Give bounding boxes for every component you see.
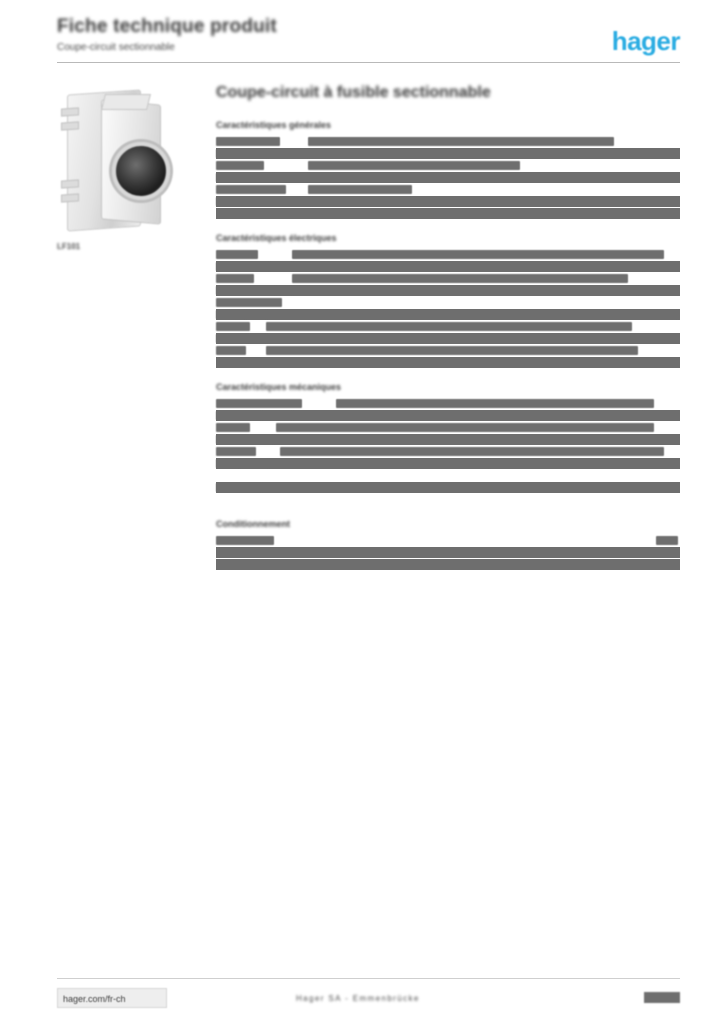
row-label xyxy=(216,173,274,182)
row-label xyxy=(216,197,312,206)
table-row xyxy=(216,482,680,493)
table-row xyxy=(216,446,680,457)
product-terminal xyxy=(101,94,151,110)
table-row xyxy=(216,422,680,433)
row-value xyxy=(292,274,628,283)
spec-blocks xyxy=(216,120,680,584)
row-label xyxy=(216,322,250,331)
footer-page-number xyxy=(644,992,680,1003)
table-row xyxy=(216,357,680,368)
row-value xyxy=(292,286,638,295)
table-row xyxy=(216,434,680,445)
table-row xyxy=(216,196,680,207)
row-value xyxy=(336,399,654,408)
table-row xyxy=(216,398,680,409)
row-label xyxy=(216,483,262,492)
table-row xyxy=(216,285,680,296)
table-row xyxy=(216,321,680,332)
document-header xyxy=(57,16,680,62)
row-value xyxy=(266,346,638,355)
row-value xyxy=(292,250,664,259)
table-row xyxy=(216,261,680,272)
table-row xyxy=(216,410,680,421)
spec-block-title: Caractéristiques générales xyxy=(216,120,332,130)
row-value xyxy=(308,185,412,194)
row-value xyxy=(308,149,576,158)
table-row xyxy=(216,172,680,183)
page-title: Fiche technique produit xyxy=(57,16,277,37)
table-row xyxy=(216,184,680,195)
row-value xyxy=(308,161,520,170)
table-row xyxy=(216,345,680,356)
row-value xyxy=(292,411,644,420)
product-figure xyxy=(57,84,177,251)
row-value xyxy=(280,447,664,456)
row-label xyxy=(216,411,262,420)
row-label xyxy=(216,459,240,468)
product-caption: LF101 xyxy=(57,242,81,251)
table-row xyxy=(216,547,680,558)
row-label xyxy=(216,346,246,355)
table-row xyxy=(216,559,680,570)
spec-block xyxy=(216,233,680,382)
row-value xyxy=(308,137,614,146)
row-value xyxy=(266,310,678,319)
block-spacer xyxy=(216,506,680,519)
row-value xyxy=(276,423,654,432)
row-value xyxy=(656,536,678,545)
hager-logo: hager xyxy=(611,26,680,56)
table-row xyxy=(216,535,680,546)
row-label xyxy=(216,399,302,408)
product-fin xyxy=(61,121,79,130)
spec-table xyxy=(216,249,680,368)
spec-table xyxy=(216,535,680,570)
section-title: Coupe-circuit à fusible sectionnable xyxy=(216,84,491,101)
table-row xyxy=(216,136,680,147)
table-row xyxy=(216,148,680,159)
block-spacer xyxy=(216,571,680,584)
footer-website-link[interactable]: hager.com/fr-ch xyxy=(57,988,167,1008)
row-label xyxy=(216,185,286,194)
header-divider xyxy=(57,62,680,63)
row-value xyxy=(308,435,608,444)
table-row xyxy=(216,494,680,505)
table-row xyxy=(216,470,680,481)
spec-table xyxy=(216,136,680,219)
product-photo xyxy=(57,84,177,236)
table-row xyxy=(216,297,680,308)
row-label xyxy=(216,137,280,146)
spec-block xyxy=(216,519,680,584)
row-value xyxy=(268,459,490,468)
spec-block-title: Caractéristiques électriques xyxy=(216,233,337,243)
row-label xyxy=(216,310,246,319)
row-label xyxy=(216,274,254,283)
table-row xyxy=(216,333,680,344)
product-fin xyxy=(61,179,79,188)
table-row xyxy=(216,273,680,284)
row-label xyxy=(216,435,274,444)
block-spacer xyxy=(216,369,680,382)
footer-divider xyxy=(57,978,680,979)
product-fin xyxy=(61,193,79,202)
row-label xyxy=(216,250,258,259)
row-value xyxy=(292,262,644,271)
row-value xyxy=(266,322,632,331)
spec-block xyxy=(216,382,680,519)
page-subtitle: Coupe-circuit sectionnable xyxy=(57,42,175,53)
row-label xyxy=(216,334,248,343)
row-label xyxy=(216,447,256,456)
block-spacer xyxy=(216,220,680,233)
row-label xyxy=(216,161,264,170)
row-value xyxy=(308,173,496,182)
row-label xyxy=(216,149,268,158)
spec-block-title: Caractéristiques mécaniques xyxy=(216,382,342,392)
datasheet-content xyxy=(216,84,680,584)
row-label xyxy=(216,262,270,271)
table-row xyxy=(216,458,680,469)
row-label xyxy=(216,286,276,295)
product-fin xyxy=(61,107,79,116)
product-fuse-ring xyxy=(112,142,170,200)
row-label xyxy=(216,298,282,307)
footer-company: Hager SA - Emmenbrücke xyxy=(296,994,420,1003)
spec-block-title: Conditionnement xyxy=(216,519,290,529)
spec-table xyxy=(216,398,680,505)
spec-block xyxy=(216,120,680,233)
table-row xyxy=(216,249,680,260)
row-label xyxy=(216,536,274,545)
table-row xyxy=(216,309,680,320)
table-row xyxy=(216,208,680,219)
row-value xyxy=(266,334,664,343)
row-label xyxy=(216,423,250,432)
table-row xyxy=(216,160,680,171)
